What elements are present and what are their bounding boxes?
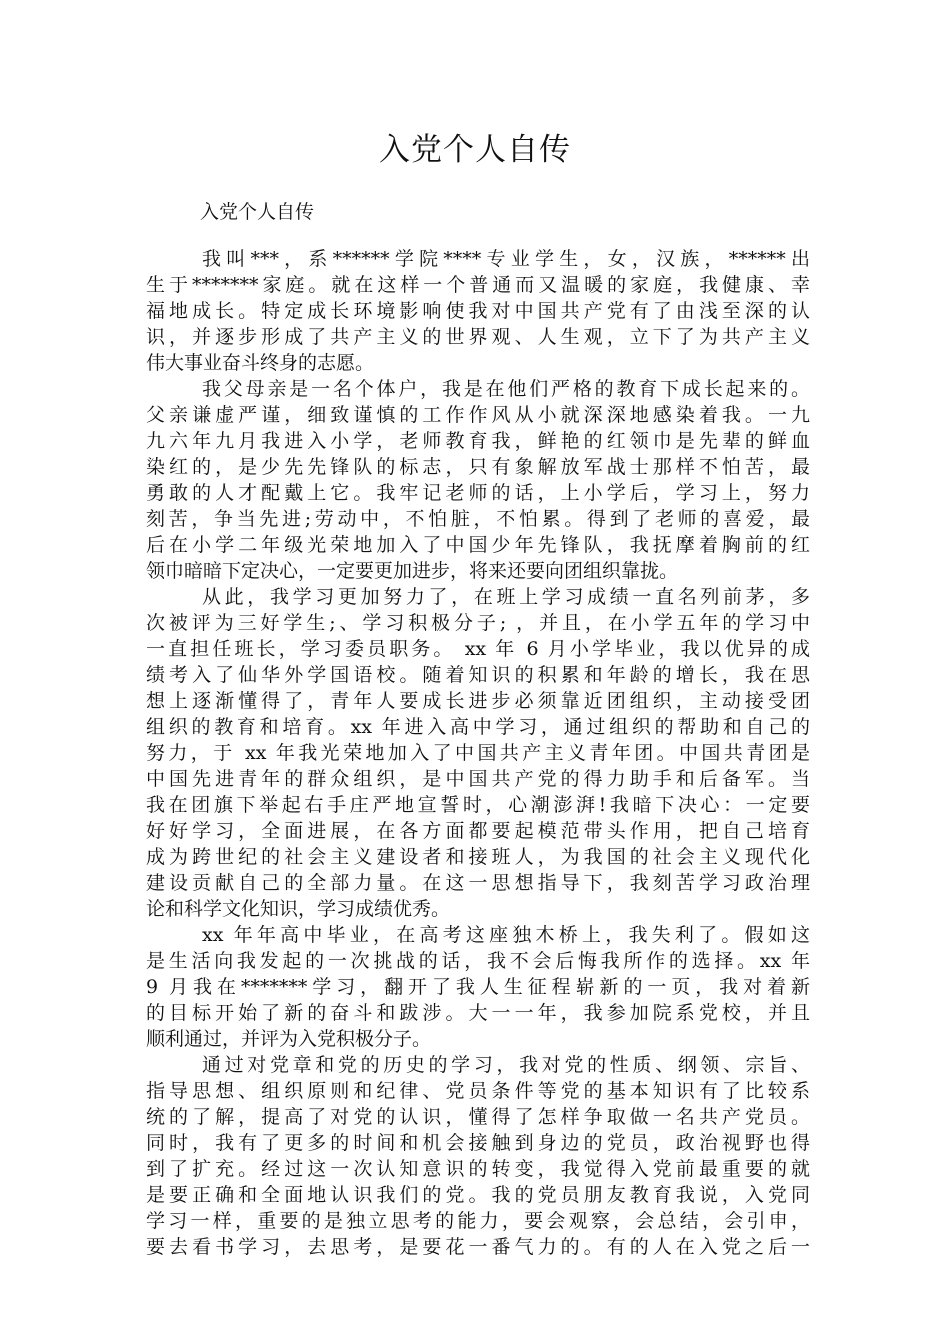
body-text-line: 是要正确和全面地认识我们的党。我的党员朋友教育我说，入党同 bbox=[146, 1184, 810, 1206]
body-text-line: 的目标开始了新的奋斗和跋涉。大一一年，我参加院系党校，并且 bbox=[146, 1002, 810, 1024]
body-text-line: 论和科学文化知识，学习成绩优秀。 bbox=[146, 898, 451, 920]
body-text-line: 染红的，是少先先锋队的标志，只有象解放军战士那样不怕苦，最 bbox=[146, 456, 810, 478]
body-text-line: 刻苦，争当先进;劳动中，不怕脏，不怕累。得到了老师的喜爱，最 bbox=[146, 508, 810, 530]
body-text-line: 我在团旗下举起右手庄严地宣誓时，心潮澎湃!我暗下决心：一定要 bbox=[146, 794, 810, 816]
body-text-line: 勇敢的人才配戴上它。我牢记老师的话，上小学后，学习上，努力 bbox=[146, 482, 810, 504]
body-text-line: 生于*******家庭。就在这样一个普通而又温暖的家庭，我健康、幸 bbox=[146, 274, 810, 296]
body-text-line: xx 年年高中毕业，在高考这座独木桥上，我失利了。假如这 bbox=[202, 924, 810, 946]
body-text-line: 同时，我有了更多的时间和机会接触到身边的党员，政治视野也得 bbox=[146, 1132, 810, 1154]
body-text-line: 我父母亲是一名个体户，我是在他们严格的教育下成长起来的。 bbox=[202, 378, 810, 400]
body-text-line: 中国先进青年的群众组织，是中国共产党的得力助手和后备军。当 bbox=[146, 768, 810, 790]
body-text-line: 领巾暗暗下定决心，一定要更加进步，将来还要向团组织靠拢。 bbox=[146, 560, 679, 582]
body-text-line: 想上逐渐懂得了，青年人要成长进步必须靠近团组织，主动接受团 bbox=[146, 690, 810, 712]
body-text-line: 伟大事业奋斗终身的志愿。 bbox=[146, 352, 375, 374]
body-text-line: 组织的教育和培育。xx 年进入高中学习，通过组织的帮助和自己的 bbox=[146, 716, 810, 738]
body-text-line: 从此，我学习更加努力了，在班上学习成绩一直名列前茅，多 bbox=[202, 586, 810, 608]
body-text-line: 福地成长。特定成长环境影响使我对中国共产党有了由浅至深的认 bbox=[146, 300, 810, 322]
document-body bbox=[146, 246, 810, 1260]
body-text-line: 识，并逐步形成了共产主义的世界观、人生观，立下了为共产主义 bbox=[146, 326, 810, 348]
body-text-line: 指导思想、组织原则和纪律、党员条件等党的基本知识有了比较系 bbox=[146, 1080, 810, 1102]
body-text-line: 父亲谦虚严谨，细致谨慎的工作作风从小就深深地感染着我。一九 bbox=[146, 404, 810, 426]
document-subtitle: 入党个人自传 bbox=[200, 201, 315, 223]
body-text-line: 一直担任班长，学习委员职务。 xx 年 6 月小学毕业，我以优异的成 bbox=[146, 638, 810, 660]
document-title: 入党个人自传 bbox=[379, 132, 571, 168]
body-text-line: 9 月我在*******学习，翻开了我人生征程崭新的一页，我对着新 bbox=[146, 976, 810, 998]
body-text-line: 成为跨世纪的社会主义建设者和接班人，为我国的社会主义现代化 bbox=[146, 846, 810, 868]
body-text-line: 努力，于 xx 年我光荣地加入了中国共产主义青年团。中国共青团是 bbox=[146, 742, 810, 764]
body-text-line: 好好学习，全面进展，在各方面都要起模范带头作用，把自己培育 bbox=[146, 820, 810, 842]
body-text-line: 后在小学二年级光荣地加入了中国少年先锋队，我抚摩着胸前的红 bbox=[146, 534, 810, 556]
body-text-line: 到了扩充。经过这一次认知意识的转变，我觉得入党前最重要的就 bbox=[146, 1158, 810, 1180]
body-text-line: 通过对党章和党的历史的学习，我对党的性质、纲领、宗旨、 bbox=[202, 1054, 810, 1076]
body-text-line: 我叫***，系******学院****专业学生，女，汉族，******出 bbox=[202, 248, 810, 270]
body-text-line: 建设贡献自己的全部力量。在这一思想指导下，我刻苦学习政治理 bbox=[146, 872, 810, 894]
body-text-line: 顺利通过，并评为入党积极分子。 bbox=[146, 1028, 432, 1050]
body-text-line: 要去看书学习，去思考，是要花一番气力的。有的人在入党之后一 bbox=[146, 1236, 810, 1258]
body-text-line: 是生活向我发起的一次挑战的话，我不会后悔我所作的选择。xx 年 bbox=[146, 950, 810, 972]
body-text-line: 次被评为三好学生;、学习积极分子; ，并且，在小学五年的学习中 bbox=[146, 612, 810, 634]
body-text-line: 九六年九月我进入小学，老师教育我，鲜艳的红领巾是先辈的鲜血 bbox=[146, 430, 810, 452]
body-text-line: 学习一样，重要的是独立思考的能力，要会观察，会总结，会引申， bbox=[146, 1210, 810, 1232]
body-text-line: 绩考入了仙华外学国语校。随着知识的积累和年龄的增长，我在思 bbox=[146, 664, 810, 686]
body-text-line: 统的了解，提高了对党的认识，懂得了怎样争取做一名共产党员。 bbox=[146, 1106, 810, 1128]
